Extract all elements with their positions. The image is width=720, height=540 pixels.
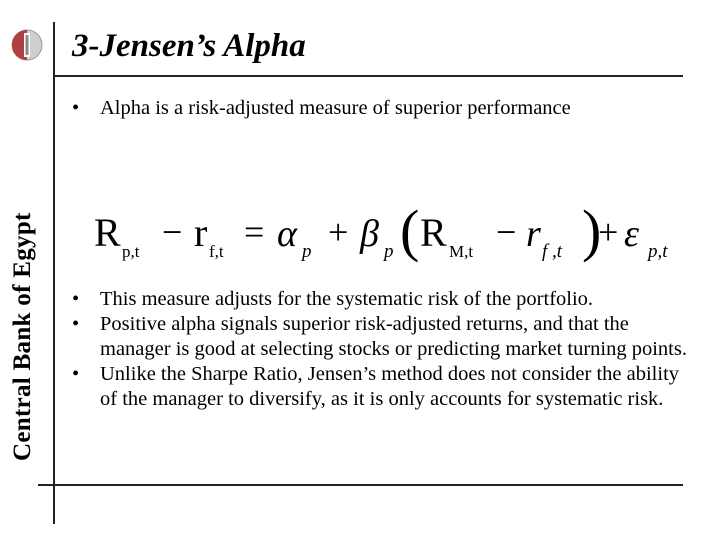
formula-minus-2: − bbox=[496, 212, 517, 252]
formula-epsilon: ε bbox=[624, 213, 639, 255]
bullet-item: • Positive alpha signals superior risk-adjusted returns, and that the manager is good at selecting stocks or predicting market turning points. bbox=[72, 312, 692, 362]
formula-plus-1: + bbox=[328, 212, 349, 252]
bullet-item: • This measure adjusts for the systematic risk of the portfolio. bbox=[72, 287, 692, 312]
vertical-divider bbox=[53, 22, 55, 524]
formula-rf-2: r bbox=[526, 213, 541, 255]
formula-alpha-sub: p bbox=[302, 241, 312, 262]
bottom-divider bbox=[38, 484, 683, 486]
formula-alpha: α bbox=[277, 213, 297, 255]
bullet-list-top bbox=[72, 96, 692, 121]
formula-beta: β bbox=[360, 213, 379, 255]
formula-plus-2: + bbox=[598, 212, 619, 252]
formula-open-paren: ( bbox=[400, 198, 420, 263]
formula-equals: = bbox=[244, 212, 265, 252]
jensen-alpha-formula bbox=[94, 196, 694, 266]
title-underline bbox=[53, 75, 683, 77]
formula-rm-sub: M,t bbox=[449, 242, 474, 261]
brand-name: Central Bank of Egypt bbox=[9, 212, 36, 461]
bullet-item: • Alpha is a risk-adjusted measure of superior performance bbox=[72, 96, 692, 121]
formula-rf-sub: f,t bbox=[209, 242, 224, 261]
bullet-item: • Unlike the Sharpe Ratio, Jensen’s method does not consider the ability of the manager to diversify, as it is only accounts for systematic risk. bbox=[72, 362, 692, 412]
cbe-logo-icon bbox=[10, 28, 44, 62]
sidebar-brand bbox=[9, 212, 36, 462]
formula-close-paren: ) bbox=[582, 198, 602, 263]
formula-rf-2-sub: f ,t bbox=[542, 241, 563, 262]
formula-rm: R bbox=[420, 210, 447, 255]
formula-epsilon-sub: p,t bbox=[648, 241, 668, 262]
formula-rp-sub: p,t bbox=[122, 242, 140, 261]
bullet-list-bottom bbox=[72, 287, 692, 412]
formula-beta-sub: p bbox=[384, 241, 394, 262]
formula-rp: R bbox=[94, 210, 121, 255]
formula-minus: − bbox=[162, 212, 183, 252]
formula-rf: r bbox=[194, 210, 208, 255]
slide-title: 3-Jensen’s Alpha bbox=[72, 28, 306, 64]
